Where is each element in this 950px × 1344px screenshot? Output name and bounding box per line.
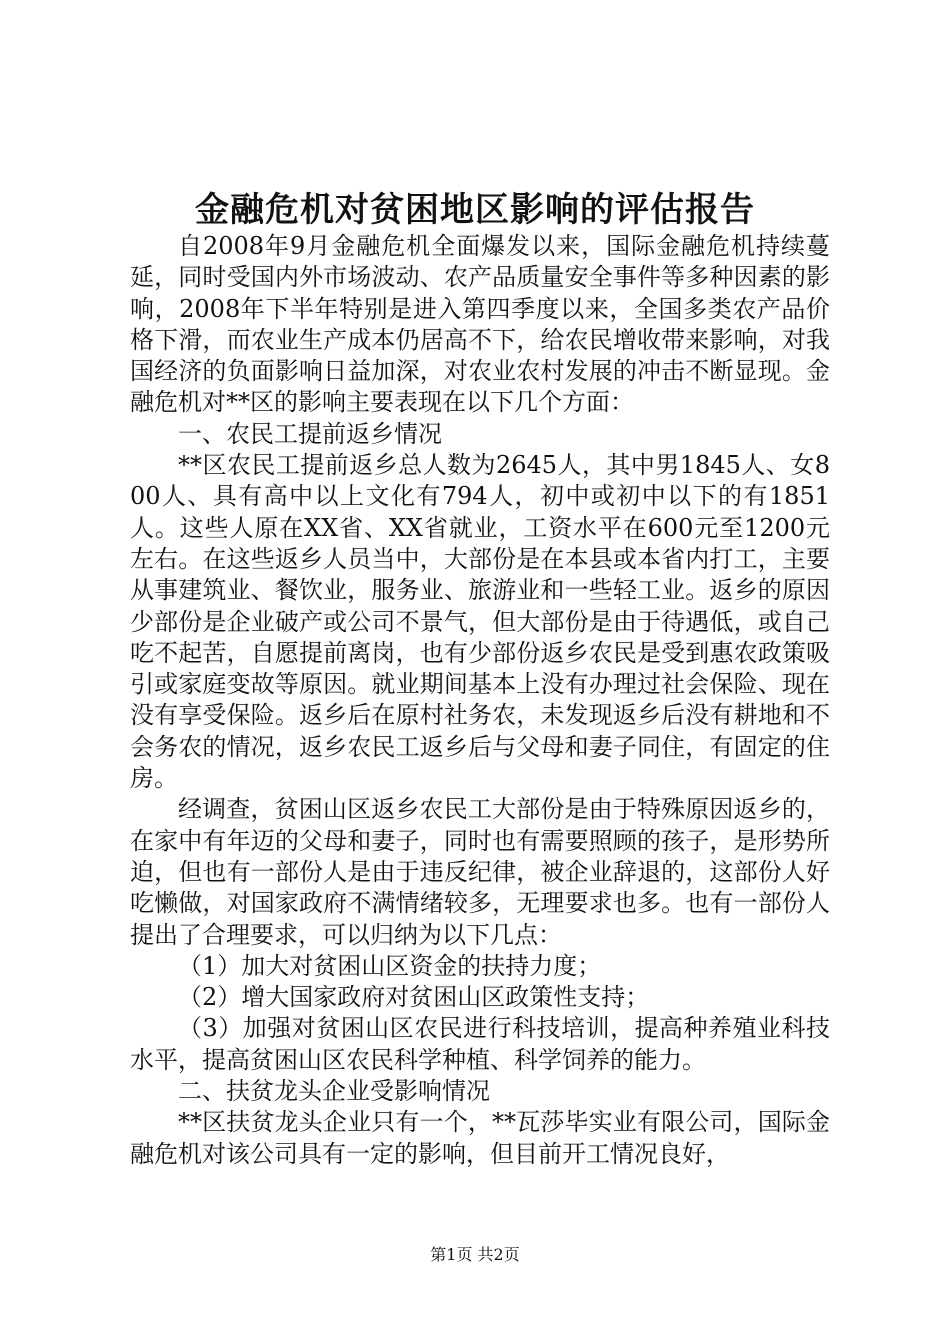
section-heading-2: 二、扶贫龙头企业受影响情况 [178,1077,490,1106]
list-item-2: （2）增大国家政府对贫困山区政策性支持； [178,983,650,1012]
list-item-3: （3）加强对贫困山区农民进行科技培训，提高种养殖业科技水平，提高贫困山区农民科学种植、科学饲养的能力。 [130,1014,830,1074]
section-2-paragraph: **区扶贫龙头企业只有一个，**瓦莎毕实业有限公司，国际金融危机对该公司具有一定的影响，但目前开工情况良好， [130,1108,830,1168]
document-body [130,231,830,1170]
page-number-footer: 第1页 共2页 [430,1245,520,1264]
survey-paragraph: 经调查，贫困山区返乡农民工大部份是由于特殊原因返乡的，在家中有年迈的父母和妻子，同时也有需要照顾的孩子，是形势所迫，但也有一部份人是由于违反纪律，被企业辞退的，这部份人好吃懒做，对国家政府不满情绪较多，无理要求也多。也有一部份人提出了合理要求，可以归纳为以下几点： [130,795,830,949]
list-item-1: （1）加大对贫困山区资金的扶持力度； [178,951,602,980]
section-heading-1: 一、农民工提前返乡情况 [178,419,442,448]
intro-paragraph: 自2008年9月金融危机全面爆发以来，国际金融危机持续蔓延，同时受国内外市场波动、农产品质量安全事件等多种因素的影响，2008年下半年特别是进入第四季度以来，全国多类农产品价格下滑，而农业生产成本仍居高不下，给农民增收带来影响，对我国经济的负面影响日益加深，对农业农村发展的冲击不断显现。金融危机对**区的影响主要表现在以下几个方面： [130,232,830,417]
section-1-paragraph: **区农民工提前返乡总人数为2645人，其中男1845人、女800人、具有高中以上文化有794人，初中或初中以下的有1851人。这些人原在XX省、XX省就业，工资水平在600元至1200元左右。在这些返乡人员当中，大部份是在本县或本省内打工，主要从事建筑业、餐饮业，服务业、旅游业和一些轻工业。返乡的原因少部份是企业破产或公司不景气，但大部份是由于待遇低，或自己吃不起苦，自愿提前离岗，也有少部份返乡农民是受到惠农政策吸引或家庭变故等原因。就业期间基本上没有办理过社会保险、现在没有享受保险。返乡后在原村社务农，未发现返乡后没有耕地和不会务农的情况，返乡农民工返乡后与父母和妻子同住，有固定的住房。 [130,451,830,793]
document-title: 金融危机对贫困地区影响的评估报告 [195,190,755,230]
